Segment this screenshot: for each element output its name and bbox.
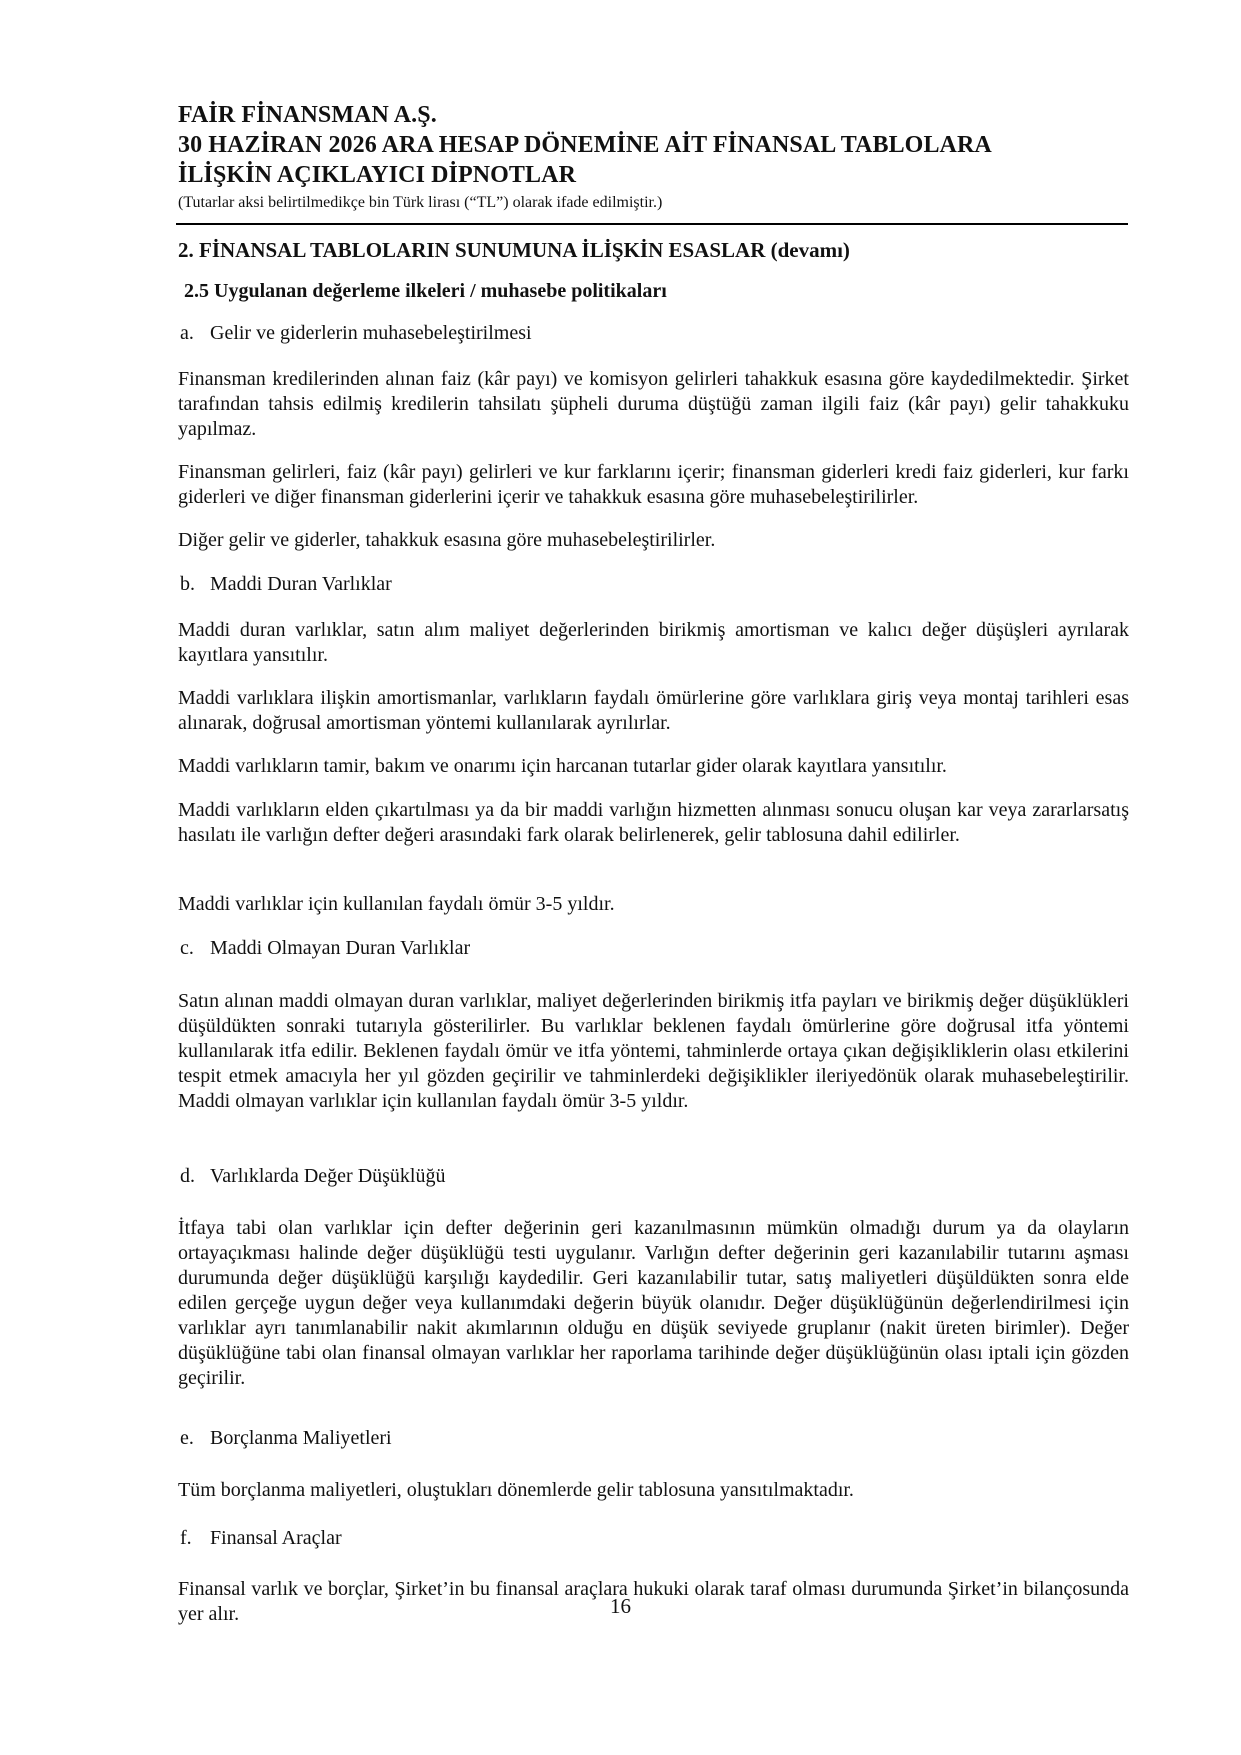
item-title: Varlıklarda Değer Düşüklüğü	[210, 1165, 446, 1187]
page-header	[178, 100, 1128, 214]
item-title: Finansal Araçlar	[210, 1527, 342, 1549]
paragraph: Maddi varlıkların tamir, bakım ve onarımı için harcanan tutarlar gider olarak kayıtlara yansıtılır.	[178, 755, 947, 777]
paragraph: Finansman kredilerinden alınan faiz (kâr payı) ve komisyon gelirleri tahakkuk esasına göre kaydedilmektedir. Şirket tarafından tahsis edilmiş kredilerin tahsilatı şüpheli duruma düştüğü zaman ilgili faiz (kâr payı) gelir tahakkuku yapılmaz.	[178, 368, 1129, 440]
paragraph: Diğer gelir ve giderler, tahakkuk esasına göre muhasebeleştirilirler.	[178, 529, 716, 551]
report-title-line-2: İLİŞKİN AÇIKLAYICI DİPNOTLAR	[178, 162, 577, 188]
subsection-title: 2.5 Uygulanan değerleme ilkeleri / muhasebe politikaları	[184, 280, 667, 302]
item-heading-a	[180, 321, 532, 346]
item-title: Maddi Duran Varlıklar	[210, 573, 392, 595]
paragraph: Maddi varlıklar için kullanılan faydalı ömür 3-5 yıldır.	[178, 893, 615, 915]
item-letter: d.	[180, 1165, 195, 1187]
item-heading-b	[180, 572, 392, 597]
page-number: 16	[610, 1594, 631, 1618]
paragraph: Tüm borçlanma maliyetleri, oluştukları dönemlerde gelir tablosuna yansıtılmaktadır.	[178, 1479, 854, 1501]
item-heading-e	[180, 1426, 392, 1451]
item-heading-c	[180, 936, 470, 961]
paragraph: Satın alınan maddi olmayan duran varlıklar, maliyet değerlerinden birikmiş itfa payları ve birikmiş değer düşüklükleri düşüldükten sonraki tutarıyla gösterilirler. Bu varlıklar beklenen faydalı ömürlerine göre doğrusal itfa yöntemi kullanılarak itfa edilir. Beklenen faydalı ömür ve itfa yöntemi, tahminlerde ortaya çıkan değişikliklerin olası etkilerini tespit etmek amacıyla her yıl gözden geçirilir ve tahminlerdeki değişiklikler ileriyedönük olarak muhasebeleştirilir. Maddi olmayan varlıklar için kullanılan faydalı ömür 3-5 yıldır.	[178, 990, 1129, 1112]
item-letter: a.	[180, 322, 194, 344]
paragraph: Finansman gelirleri, faiz (kâr payı) gelirleri ve kur farklarını içerir; finansman giderleri kredi faiz giderleri, kur farkı giderleri ve diğer finansman giderlerini içerir ve tahakkuk esasına göre muhasebeleştirilirler.	[178, 461, 1129, 508]
company-name: FAİR FİNANSMAN A.Ş.	[178, 102, 437, 128]
item-heading-d	[180, 1164, 446, 1189]
item-title: Gelir ve giderlerin muhasebeleştirilmesi	[210, 322, 532, 344]
item-title: Borçlanma Maliyetleri	[210, 1427, 392, 1449]
paragraph: İtfaya tabi olan varlıklar için defter değerinin geri kazanılmasının mümkün olmadığı durum ya da olayların ortayaçıkması halinde değer düşüklüğü testi uygulanır. Varlığın defter değerinin geri kazanılabilir tutarını aşması durumunda değer düşüklüğü karşılığı kaydedilir. Geri kazanılabilir tutar, satış maliyetleri düşüldükten sonra elde edilen gerçeğe uygun değer veya kullanımdaki değerin büyük olanıdır. Değer düşüklüğünün değerlendirilmesi için varlıklar ayrı tanımlanabilir nakit akımlarının olduğu en düşük seviyede gruplanır (nakit üreten birimler). Değer düşüklüğüne tabi olan finansal olmayan varlıklar her raporlama tarihinde değer düşüklüğünün olası iptali için gözden geçirilir.	[178, 1217, 1129, 1389]
item-letter: f.	[180, 1527, 192, 1549]
item-letter: b.	[180, 573, 195, 595]
item-letter: c.	[180, 937, 194, 959]
item-title: Maddi Olmayan Duran Varlıklar	[210, 937, 471, 959]
paragraph: Maddi varlıklara ilişkin amortismanlar, varlıkların faydalı ömürlerine göre varlıklara giriş veya montaj tarihleri esas alınarak, doğrusal amortisman yöntemi kullanılarak ayrılırlar.	[178, 687, 1129, 734]
paragraph: Maddi varlıkların elden çıkartılması ya da bir maddi varlığın hizmetten alınması sonucu oluşan kar veya zararlarsatış hasılatı ile varlığın defter değeri arasındaki fark olarak belirlenerek, gelir tablosuna dahil edilirler.	[178, 799, 1129, 846]
section-title: 2. FİNANSAL TABLOLARIN SUNUMUNA İLİŞKİN ESASLAR (devamı)	[178, 238, 850, 262]
currency-note: (Tutarlar aksi belirtilmedikçe bin Türk lirası (“TL”) olarak ifade edilmiştir.)	[178, 194, 663, 211]
header-divider	[176, 223, 1128, 225]
report-title-line-1: 30 HAZİRAN 2026 ARA HESAP DÖNEMİNE AİT FİNANSAL TABLOLARA	[178, 132, 992, 158]
item-heading-f	[180, 1526, 342, 1551]
paragraph: Maddi duran varlıklar, satın alım maliyet değerlerinden birikmiş amortisman ve kalıcı değer düşüşleri ayrılarak kayıtlara yansıtılır.	[178, 619, 1129, 666]
item-letter: e.	[180, 1427, 194, 1449]
paragraph: Finansal varlık ve borçlar, Şirket’in bu finansal araçlara hukuki olarak taraf olması durumunda Şirket’in bilançosunda yer alır.	[178, 1578, 1129, 1625]
